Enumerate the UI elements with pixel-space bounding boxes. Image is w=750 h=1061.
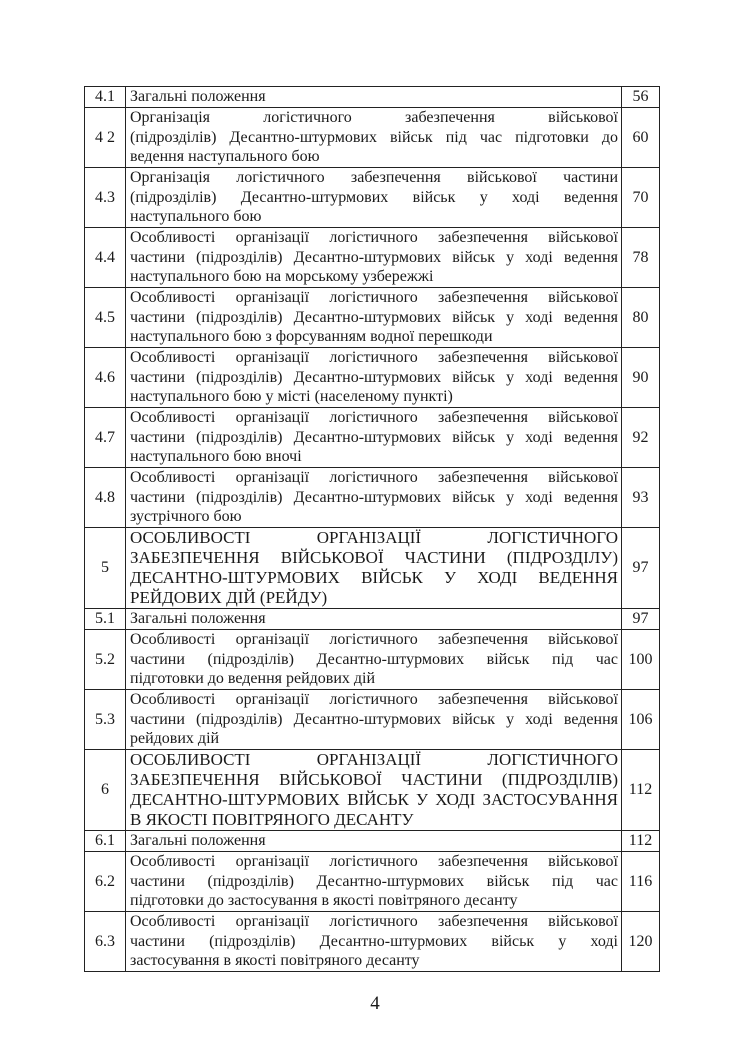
toc-title-line: ДЕСАНТНО-ШТУРМОВИХ ВІЙСЬК У ХОДІ ЗАСТОСУВАННЯ [130, 790, 618, 809]
toc-row-number: 5.2 [85, 630, 126, 690]
toc-title-line: ведення наступального бою [130, 148, 320, 166]
toc-title-line: рейдових дій [130, 730, 220, 748]
toc-row-title [126, 228, 622, 288]
toc-title-line: ДЕСАНТНО-ШТУРМОВИХ ВІЙСЬК У ХОДІ ВЕДЕННЯ [130, 568, 618, 587]
toc-row-page: 100 [622, 630, 660, 690]
toc-title-line: частини (підрозділів) Десантно-штурмових військ у ході ведення [130, 308, 618, 326]
toc-title-line: частини (підрозділів) Десантно-штурмових військ у ході ведення [130, 248, 618, 266]
toc-title-line: наступального бою вночі [130, 448, 302, 466]
toc-title-line: наступального бою з форсуванням водної перешкоди [130, 328, 493, 346]
toc-title-line: застосування в якості повітряного десанту [130, 952, 420, 970]
toc-row [85, 87, 660, 108]
toc-row-title [126, 288, 622, 348]
toc-title-line: В ЯКОСТІ ПОВІТРЯНОГО ДЕСАНТУ [130, 810, 414, 829]
toc-row-page: 80 [622, 288, 660, 348]
toc-row [85, 168, 660, 228]
toc-title-line: Особливості організації логістичного забезпечення військової [130, 409, 618, 427]
toc-row [85, 468, 660, 528]
toc-title-line: частини (підрозділів) Десантно-штурмових військ у ході ведення [130, 368, 618, 386]
toc-row-title [126, 528, 622, 609]
toc-title-line: Організація логістичного забезпечення військової частини [130, 169, 618, 187]
toc-title-line: Особливості організації логістичного забезпечення військової [130, 289, 618, 307]
toc-body [85, 87, 660, 972]
toc-title-line: ОСОБЛИВОСТІ ОРГАНІЗАЦІЇ ЛОГІСТИЧНОГО [130, 750, 618, 769]
toc-row-title [126, 408, 622, 468]
toc-row-title [126, 831, 622, 852]
toc-row-page: 60 [622, 108, 660, 168]
toc-title-line: Загальні положення [130, 88, 266, 106]
toc-row-title [126, 852, 622, 912]
toc-row-page: 120 [622, 912, 660, 972]
toc-row-number: 5 [85, 528, 126, 609]
toc-row-title [126, 348, 622, 408]
toc-row-title [126, 108, 622, 168]
toc-title-line: зустрічного бою [130, 508, 242, 526]
toc-title-line: Особливості організації логістичного забезпечення військової [130, 691, 618, 709]
toc-row-page: 112 [622, 831, 660, 852]
toc-row [85, 690, 660, 750]
toc-row-page: 106 [622, 690, 660, 750]
toc-title-line: наступального бою на морському узбережжі [130, 268, 434, 286]
toc-title-line: частини (підрозділів) Десантно-штурмових військ у ході ведення [130, 710, 618, 728]
toc-row [85, 348, 660, 408]
toc-title-line: РЕЙДОВИХ ДІЙ (РЕЙДУ) [130, 588, 328, 607]
toc-row-number: 4 2 [85, 108, 126, 168]
toc-title-line: ОСОБЛИВОСТІ ОРГАНІЗАЦІЇ ЛОГІСТИЧНОГО [130, 528, 618, 547]
toc-row-page: 70 [622, 168, 660, 228]
toc-title-line: Загальні положення [130, 832, 266, 850]
toc-row-title [126, 87, 622, 108]
toc-row [85, 408, 660, 468]
toc-row [85, 912, 660, 972]
toc-row-number: 6.1 [85, 831, 126, 852]
toc-section-row [85, 528, 660, 609]
toc-row-title [126, 168, 622, 228]
toc-row-page: 116 [622, 852, 660, 912]
toc-title-line: Організація логістичного забезпечення військової [130, 109, 618, 127]
toc-title-line: Загальні положення [130, 610, 266, 628]
toc-row-number: 4.6 [85, 348, 126, 408]
toc-row-number: 6.2 [85, 852, 126, 912]
toc-row-number: 6.3 [85, 912, 126, 972]
toc-row-number: 4.8 [85, 468, 126, 528]
toc-row-number: 5.1 [85, 609, 126, 630]
toc-row-page: 97 [622, 528, 660, 609]
toc-row-number: 4.3 [85, 168, 126, 228]
toc-title-line: підготовки до застосування в якості повітряного десанту [130, 892, 518, 910]
toc-title-line: частини (підрозділів) Десантно-штурмових військ під час [130, 872, 618, 890]
toc-row-page: 112 [622, 750, 660, 831]
toc-title-line: Особливості організації логістичного забезпечення військової [130, 229, 618, 247]
toc-title-line: частини (підрозділів) Десантно-штурмових військ під час [130, 650, 618, 668]
toc-row [85, 852, 660, 912]
toc-row-number: 4.7 [85, 408, 126, 468]
toc-row-number: 5.3 [85, 690, 126, 750]
toc-title-line: Особливості організації логістичного забезпечення військової [130, 469, 618, 487]
toc-title-line: підготовки до ведення рейдових дій [130, 670, 376, 688]
toc-row [85, 609, 660, 630]
toc-row-page: 56 [622, 87, 660, 108]
toc-row-number: 4.1 [85, 87, 126, 108]
toc-title-line: (підрозділів) Десантно-штурмових військ у ході ведення [130, 188, 618, 206]
toc-title-line: наступального бою у місті (населеному пункті) [130, 388, 453, 406]
toc-row-number: 4.4 [85, 228, 126, 288]
toc-row-title [126, 630, 622, 690]
toc-title-line: Особливості організації логістичного забезпечення військової [130, 913, 618, 931]
toc-row [85, 630, 660, 690]
page-number: 4 [370, 993, 380, 1014]
toc-title-line: частини (підрозділів) Десантно-штурмових військ у ході ведення [130, 428, 618, 446]
toc-row-title [126, 468, 622, 528]
toc-row-number: 4.5 [85, 288, 126, 348]
toc-title-line: частини (підрозділів) Десантно-штурмових військ у ході ведення [130, 488, 618, 506]
toc-table [84, 86, 660, 972]
toc-row-title [126, 690, 622, 750]
toc-section-row [85, 750, 660, 831]
toc-row [85, 831, 660, 852]
toc-row-page: 78 [622, 228, 660, 288]
toc-row [85, 228, 660, 288]
toc-title-line: (підрозділів) Десантно-штурмових військ під час підготовки до [130, 128, 618, 146]
toc-row [85, 288, 660, 348]
toc-title-line: наступального бою [130, 208, 262, 226]
toc-row-title [126, 609, 622, 630]
toc-title-line: частини (підрозділів) Десантно-штурмових військ у ході [130, 932, 618, 950]
toc-row-title [126, 750, 622, 831]
toc-row-page: 93 [622, 468, 660, 528]
toc-title-line: ЗАБЕЗПЕЧЕННЯ ВІЙСЬКОВОЇ ЧАСТИНИ (ПІДРОЗДІЛІВ) [130, 770, 618, 789]
toc-row [85, 108, 660, 168]
toc-row-page: 97 [622, 609, 660, 630]
toc-title-line: ЗАБЕЗПЕЧЕННЯ ВІЙСЬКОВОЇ ЧАСТИНИ (ПІДРОЗДІЛУ) [130, 548, 618, 567]
toc-row-page: 90 [622, 348, 660, 408]
toc-row-number: 6 [85, 750, 126, 831]
toc-row-title [126, 912, 622, 972]
toc-title-line: Особливості організації логістичного забезпечення військової [130, 631, 618, 649]
toc-title-line: Особливості організації логістичного забезпечення військової [130, 853, 618, 871]
toc-row-page: 92 [622, 408, 660, 468]
toc-title-line: Особливості організації логістичного забезпечення військової [130, 349, 618, 367]
